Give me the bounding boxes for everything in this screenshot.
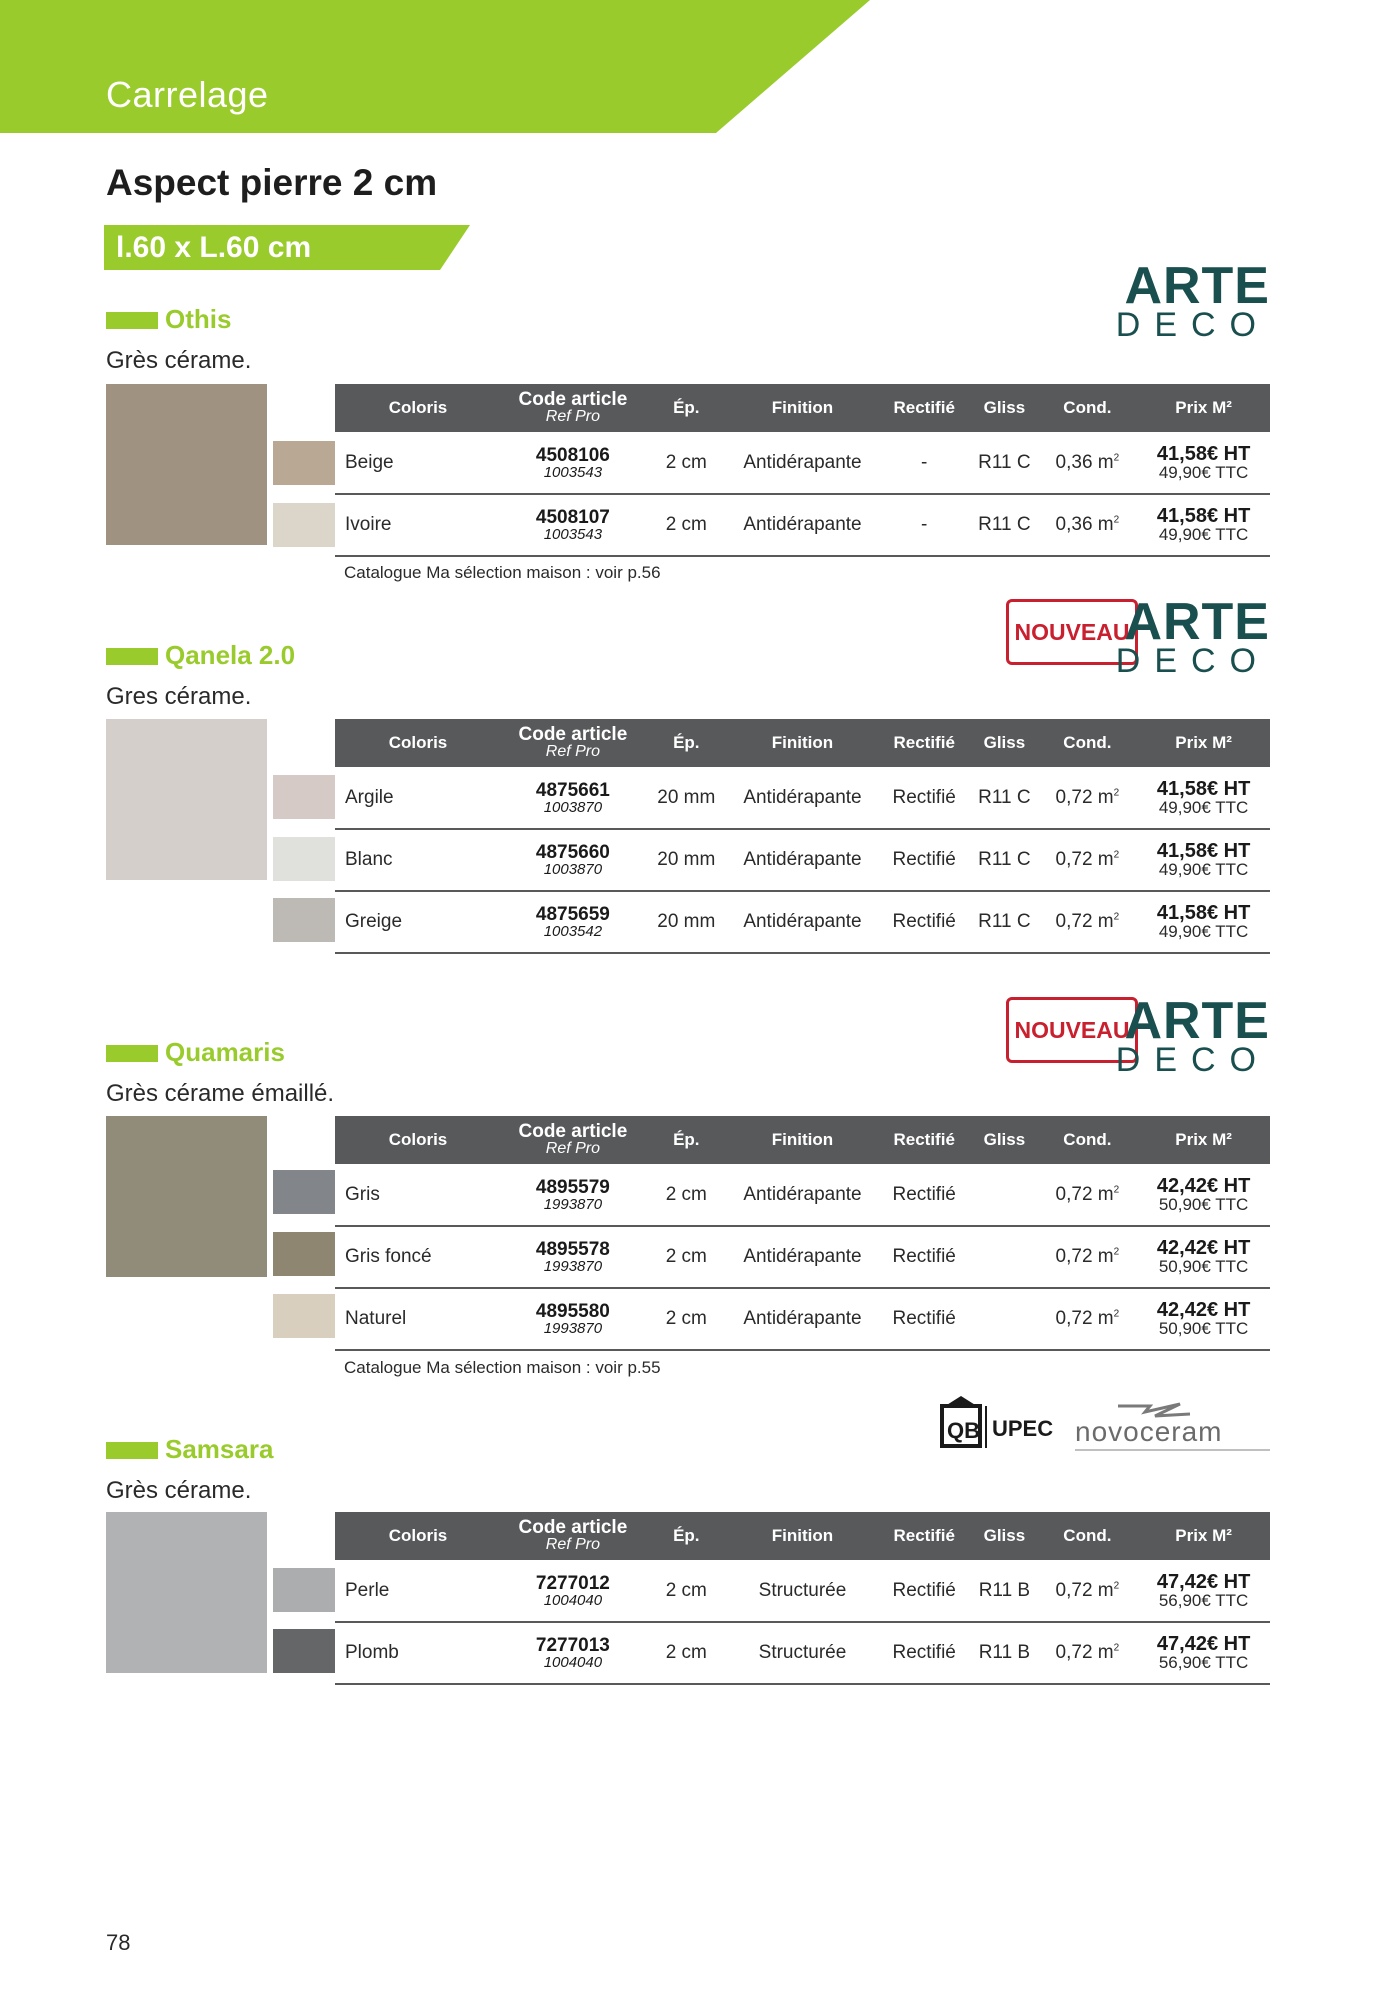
section-subtitle: Gres cérame. <box>106 683 252 710</box>
table-header-row: Coloris Code article Ref Pro Ép. Finition Rectifié Gliss Cond. Prix M² <box>335 1116 1270 1164</box>
table-row: Gris 4895579 1993870 2 cm Antidérapante Rectifié 0,72 $m^2$ 42,42€ HT 50,90€ TTC <box>335 1164 1270 1226</box>
table-row: Beige 4508106 1003543 2 cm Antidérapante - R11 C 0,36 $m^2$ 41,58€ HT 49,90€ TTC <box>335 432 1270 494</box>
table-row: Plomb 7277013 1004040 2 cm Structurée Rectifié R11 B 0,72 $m^2$ 47,42€ HT 56,90€ TTC <box>335 1622 1270 1684</box>
product-table <box>335 719 1270 954</box>
color-swatch <box>273 1294 335 1338</box>
brand-deco: DECO <box>1115 306 1270 344</box>
nouveau-badge: NOUVEAU <box>1006 997 1138 1063</box>
table-header-row: Coloris Code article Ref Pro Ép. Finition Rectifié Gliss Cond. Prix M² <box>335 1512 1270 1560</box>
color-swatch <box>273 837 335 881</box>
size-label: l.60 x L.60 cm <box>116 231 312 264</box>
col-code: Code article Ref Pro <box>501 384 645 432</box>
col-rectifie: Rectifié <box>877 384 971 432</box>
section-title-othis: Othis <box>165 304 232 334</box>
svg-text:QB: QB <box>947 1418 980 1443</box>
section-subtitle: Grès cérame. <box>106 1477 252 1504</box>
page-number: 78 <box>106 1930 131 1955</box>
catalogue-note: Catalogue Ma sélection maison : voir p.56 <box>344 563 661 582</box>
color-swatch <box>273 1170 335 1214</box>
main-tile-swatch <box>106 719 267 880</box>
category-banner <box>0 0 870 133</box>
color-swatch <box>273 503 335 547</box>
arte-deco-logo: ARTE DECO <box>1115 992 1270 1079</box>
product-table <box>335 1512 1270 1685</box>
page-title: Aspect pierre 2 cm <box>106 162 438 203</box>
table-header-row <box>335 384 1270 432</box>
svg-text:novoceram: novoceram <box>1075 1416 1223 1447</box>
col-gliss: Gliss <box>971 384 1037 432</box>
product-table <box>335 1116 1270 1351</box>
section-subtitle: Grès cérame émaillé. <box>106 1080 335 1107</box>
size-tag <box>104 225 470 270</box>
table-row: Naturel 4895580 1993870 2 cm Antidérapante Rectifié 0,72 $m^2$ 42,42€ HT 50,90€ TTC <box>335 1288 1270 1350</box>
table-header-row: Coloris Code article Ref Pro Ép. Finition Rectifié Gliss Cond. Prix M² <box>335 719 1270 767</box>
section-title-samsara: Samsara <box>165 1434 274 1464</box>
col-finition: Finition <box>728 384 877 432</box>
svg-text:UPEC: UPEC <box>992 1416 1054 1441</box>
nouveau-badge: NOUVEAU <box>1006 599 1138 665</box>
arte-deco-logo: ARTE DECO <box>1115 593 1270 680</box>
color-swatch <box>273 1232 335 1276</box>
color-swatch <box>273 1629 335 1673</box>
section-title-quamaris: Quamaris <box>165 1037 285 1067</box>
color-swatch <box>273 1568 335 1612</box>
table-row: Greige 4875659 1003542 20 mm Antidérapante Rectifié R11 C 0,72 $m^2$ 41,58€ HT 49,90€ TTC <box>335 891 1270 953</box>
table-row: Blanc 4875660 1003870 20 mm Antidérapante Rectifié R11 C 0,72 $m^2$ 41,58€ HT 49,90€ TTC <box>335 829 1270 891</box>
col-coloris: Coloris <box>335 384 501 432</box>
category-title: Carrelage <box>106 74 269 115</box>
table-row: Gris foncé 4895578 1993870 2 cm Antidérapante Rectifié 0,72 $m^2$ 42,42€ HT 50,90€ TTC <box>335 1226 1270 1288</box>
main-tile-swatch <box>106 1512 267 1673</box>
color-swatch <box>273 775 335 819</box>
col-cond: Cond. <box>1038 384 1138 432</box>
section-subtitle: Grès cérame. <box>106 347 252 374</box>
main-tile-swatch <box>106 384 267 545</box>
section-title-qanela: Qanela 2.0 <box>165 640 296 670</box>
table-row: Ivoire 4508107 1003543 2 cm Antidérapante - R11 C 0,36 $m^2$ 41,58€ HT 49,90€ TTC <box>335 494 1270 556</box>
table-row: Perle 7277012 1004040 2 cm Structurée Rectifié R11 B 0,72 $m^2$ 47,42€ HT 56,90€ TTC <box>335 1560 1270 1622</box>
main-tile-swatch <box>106 1116 267 1277</box>
brand-arte: ARTE <box>1124 257 1270 315</box>
product-table <box>335 384 1270 557</box>
color-swatch <box>273 898 335 942</box>
col-ep: Ép. <box>645 384 728 432</box>
color-swatch <box>273 441 335 485</box>
arte-deco-logo <box>1115 257 1270 352</box>
catalogue-note: Catalogue Ma sélection maison : voir p.55 <box>344 1358 661 1377</box>
table-row: Argile 4875661 1003870 20 mm Antidérapante Rectifié R11 C 0,72 $m^2$ 41,58€ HT 49,90€ TTC <box>335 767 1270 829</box>
col-prix: Prix M² <box>1137 384 1270 432</box>
certification-logos <box>940 1396 1270 1456</box>
